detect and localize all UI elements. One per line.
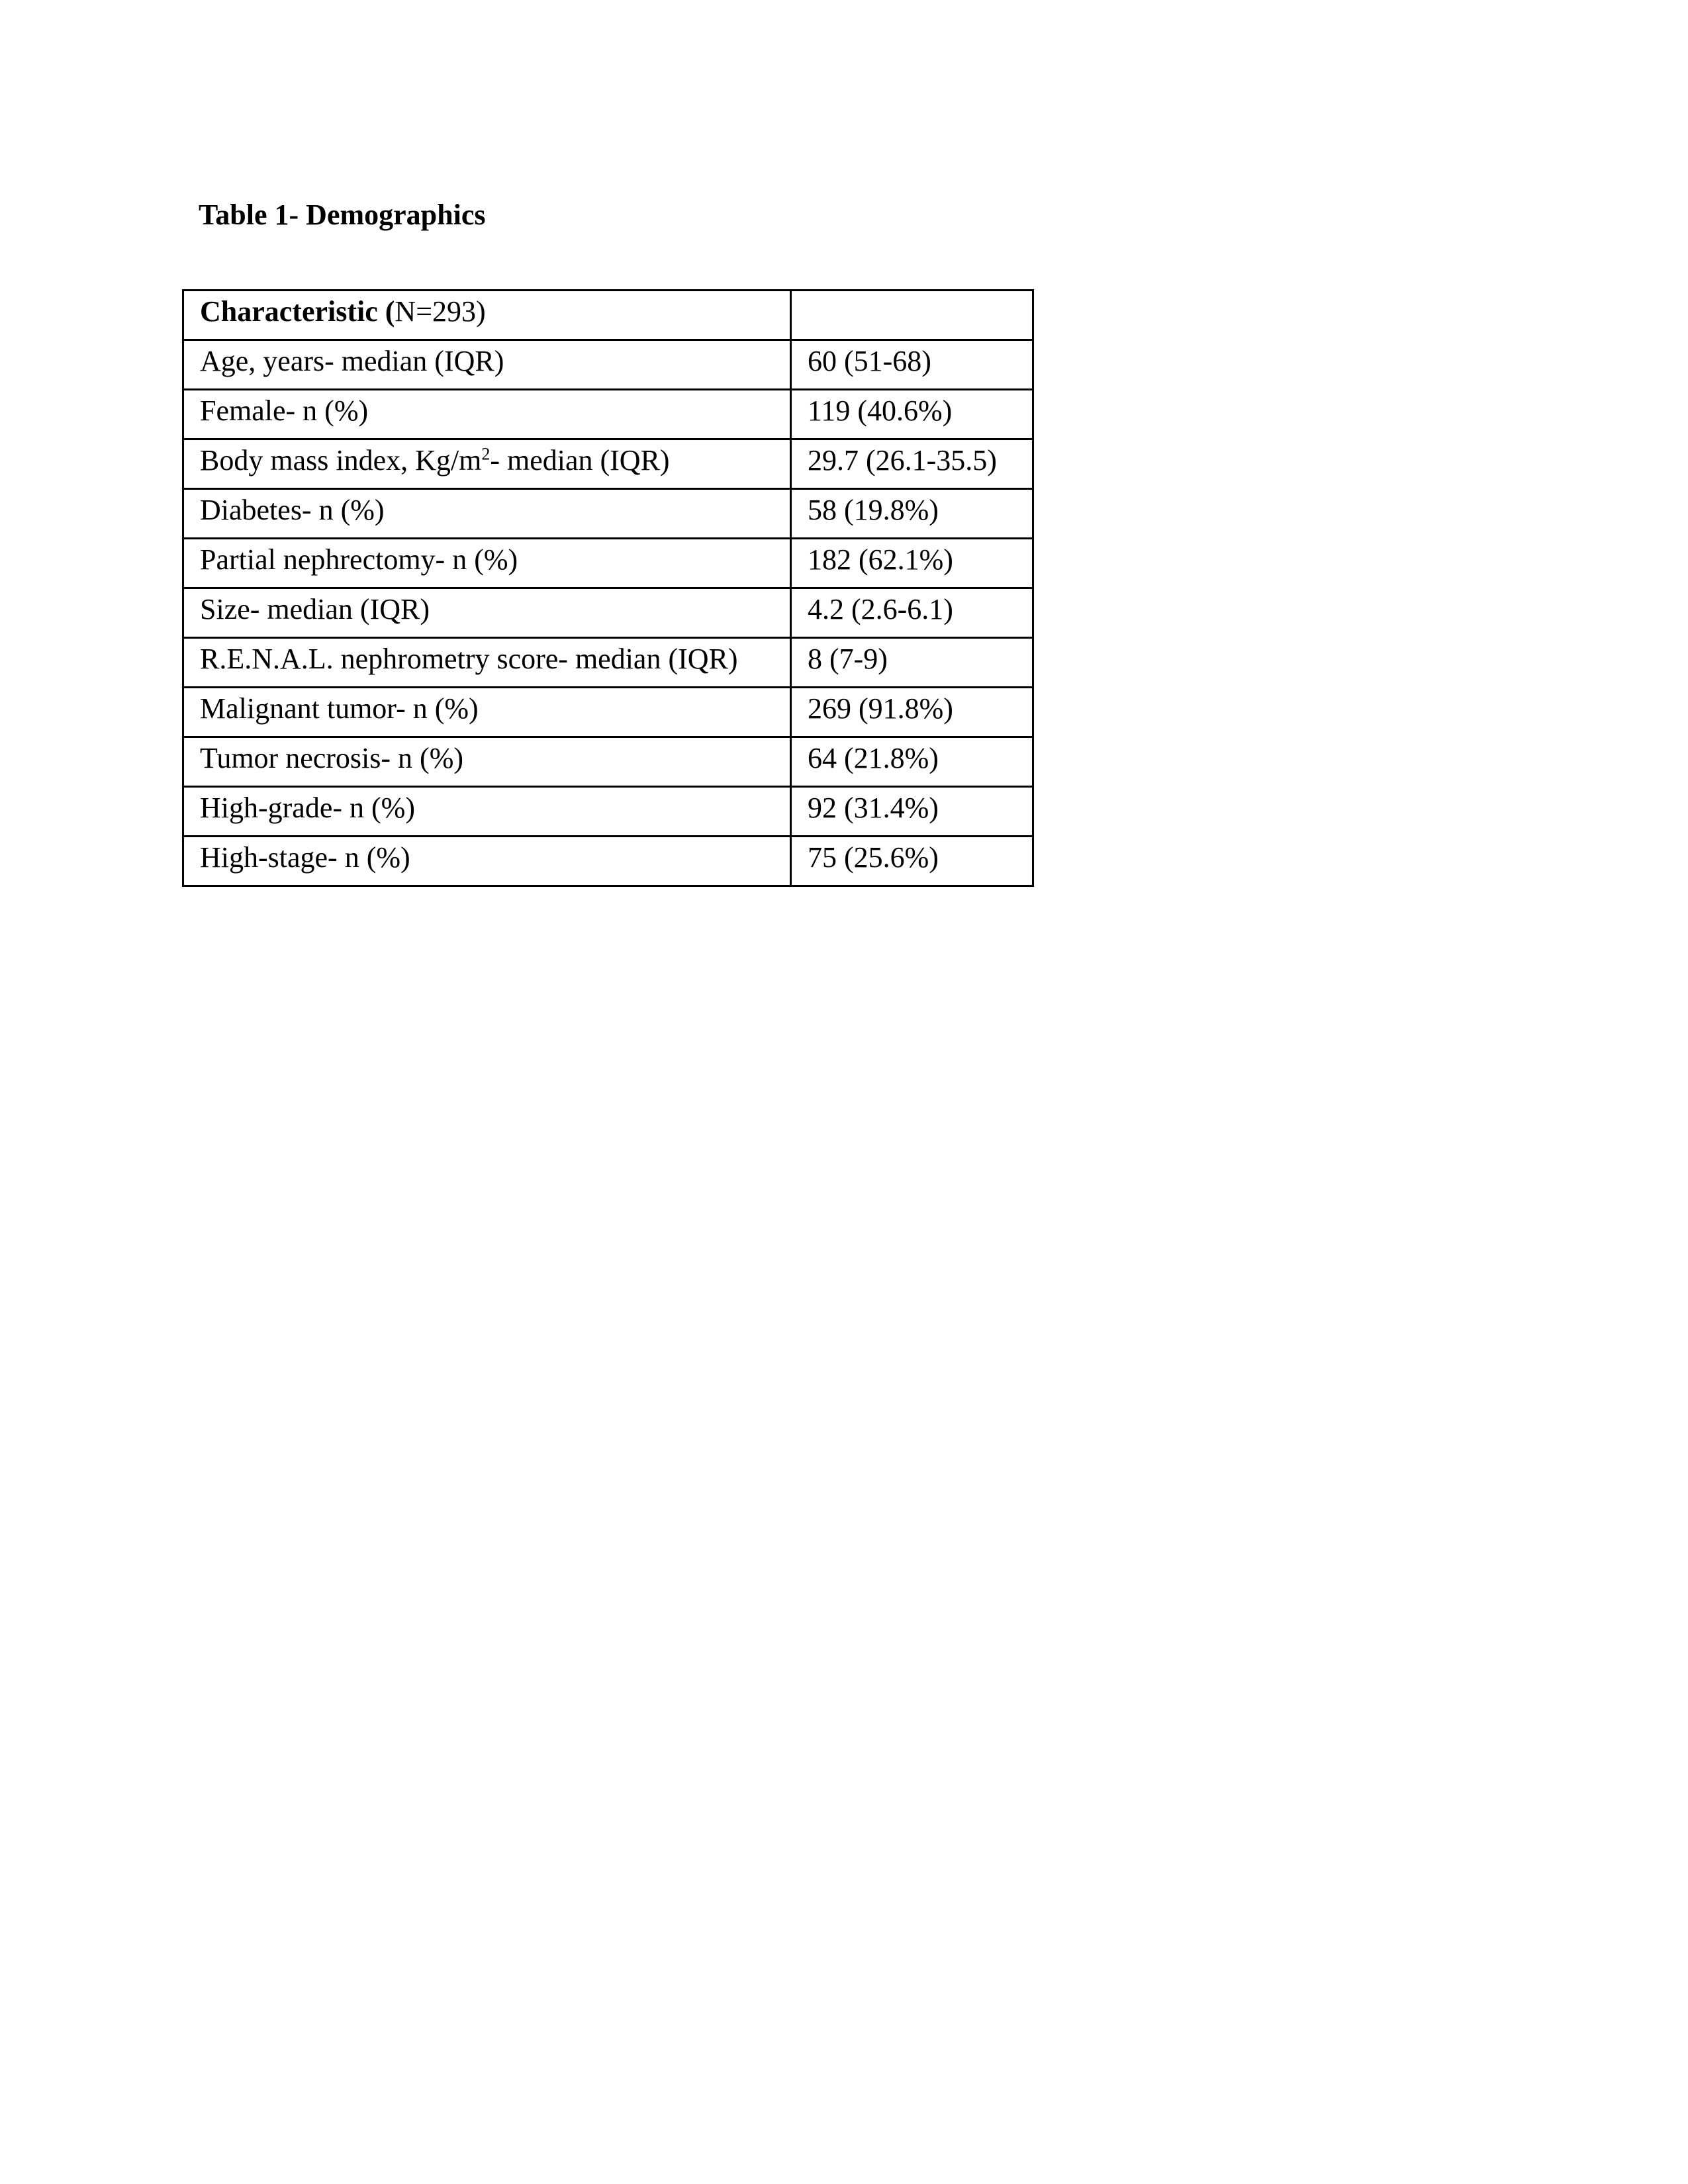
row-value: 75 (25.6%) [791,837,1033,886]
row-label-text: Body mass index, Kg/m [200,444,482,477]
header-value-cell [791,291,1033,340]
table-row [183,638,1033,688]
header-label-count: N=293) [395,295,486,328]
table-row [183,539,1033,588]
row-label [183,439,791,489]
table-row [183,340,1033,390]
table-row [183,588,1033,638]
table-row [183,737,1033,787]
demographics-table [182,289,1034,887]
table-row [183,390,1033,439]
row-label: High-stage- n (%) [183,837,791,886]
row-label-suffix: - median (IQR) [490,444,670,477]
row-value: 182 (62.1%) [791,539,1033,588]
row-label: Female- n (%) [183,390,791,439]
table-row [183,439,1033,489]
row-label: Partial nephrectomy- n (%) [183,539,791,588]
row-value: 60 (51-68) [791,340,1033,390]
row-label: Malignant tumor- n (%) [183,688,791,737]
row-value: 8 (7-9) [791,638,1033,688]
row-value: 58 (19.8%) [791,489,1033,539]
header-label-bold: Characteristic ( [200,295,395,328]
table-row [183,837,1033,886]
row-value: 92 (31.4%) [791,787,1033,837]
table-row [183,688,1033,737]
row-label: Tumor necrosis- n (%) [183,737,791,787]
table-row [183,489,1033,539]
table-title: Table 1- Demographics [199,199,486,231]
row-label: Age, years- median (IQR) [183,340,791,390]
row-value: 119 (40.6%) [791,390,1033,439]
row-label: R.E.N.A.L. nephrometry score- median (IQR) [183,638,791,688]
row-label: High-grade- n (%) [183,787,791,837]
table-row [183,787,1033,837]
superscript: 2 [481,444,491,464]
row-label: Size- median (IQR) [183,588,791,638]
row-value: 29.7 (26.1-35.5) [791,439,1033,489]
header-characteristic-cell [183,291,791,340]
row-value: 64 (21.8%) [791,737,1033,787]
row-value: 4.2 (2.6-6.1) [791,588,1033,638]
row-label: Diabetes- n (%) [183,489,791,539]
row-value: 269 (91.8%) [791,688,1033,737]
table-header-row [183,291,1033,340]
